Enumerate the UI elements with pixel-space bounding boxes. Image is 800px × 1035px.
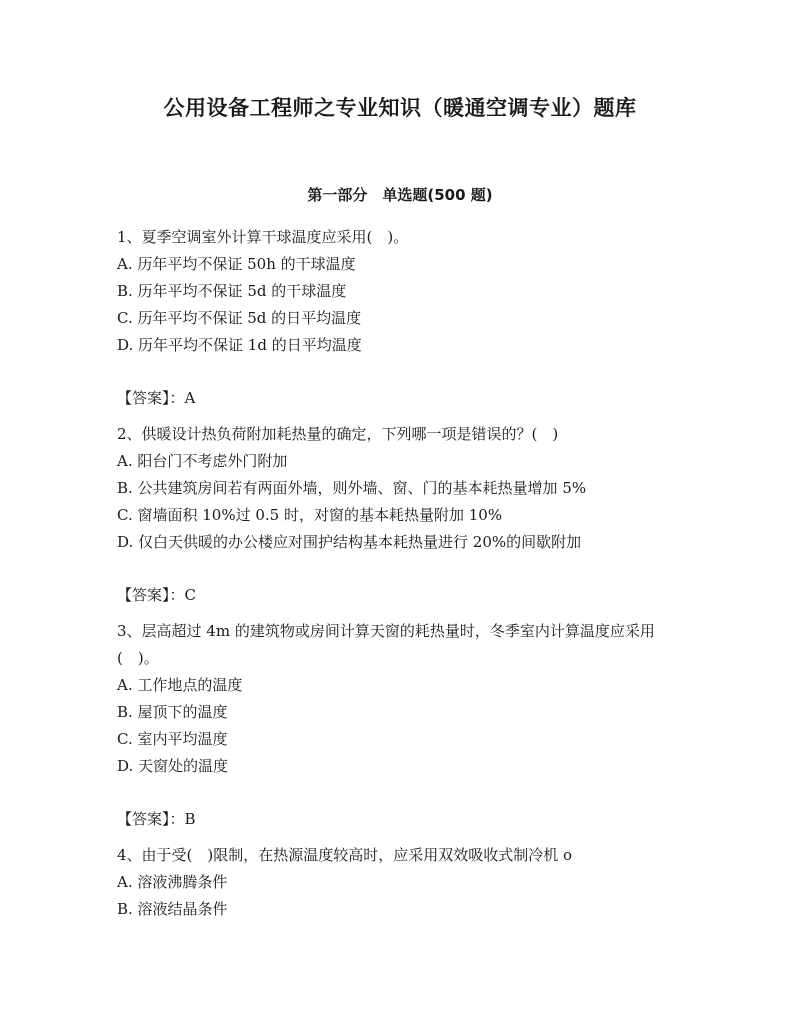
option-c: C. 历年平均不保证 5d 的日平均温度 xyxy=(117,309,362,327)
question-text: 2、供暖设计热负荷附加耗热量的确定，下列哪一项是错误的？( ) xyxy=(117,425,559,443)
answer-line xyxy=(117,385,692,412)
question-text: 3、层高超过 4m 的建筑物或房间计算天窗的耗热量时，冬季室内计算温度应采用( )。 xyxy=(117,622,655,667)
option-d: D. 仅白天供暖的办公楼应对围护结构基本耗热量进行 20%的间歇附加 xyxy=(117,533,582,551)
option-c: C. 窗墙面积 10%过 0.5 时，对窗的基本耗热量附加 10% xyxy=(117,506,503,524)
answer-label: 【答案】： xyxy=(117,810,185,828)
option-b: B. 公共建筑房间若有两面外墙，则外墙、窗、门的基本耗热量增加 5% xyxy=(117,479,587,497)
option-b: B. 溶液结晶条件 xyxy=(117,900,228,918)
page-title: 公用设备工程师之专业知识（暖通空调专业）题库 xyxy=(163,96,637,120)
option-a: A. 历年平均不保证 50h 的干球温度 xyxy=(117,255,356,273)
option-a: A. 阳台门不考虑外门附加 xyxy=(117,452,288,470)
answer-label: 【答案】： xyxy=(117,389,185,407)
answer-line xyxy=(117,806,692,833)
option-b: B. 历年平均不保证 5d 的干球温度 xyxy=(117,282,347,300)
question-list xyxy=(117,224,692,923)
answer-label: 【答案】： xyxy=(117,586,185,604)
answer-value: C xyxy=(184,586,196,604)
option-d: D. 历年平均不保证 1d 的日平均温度 xyxy=(117,336,362,354)
question-text: 1、夏季空调室外计算干球温度应采用( )。 xyxy=(117,228,409,246)
option-a: A. 溶液沸腾条件 xyxy=(117,873,228,891)
answer-line xyxy=(117,582,692,609)
option-a: A. 工作地点的温度 xyxy=(117,676,243,694)
question-text: 4、由于受( )限制，在热源温度较高时，应采用双效吸收式制冷机 o xyxy=(117,846,573,864)
option-b: B. 屋顶下的温度 xyxy=(117,703,228,721)
option-c: C. 室内平均温度 xyxy=(117,730,228,748)
option-d: D. 天窗处的温度 xyxy=(117,757,229,775)
answer-value: B xyxy=(184,810,196,828)
answer-value: A xyxy=(184,389,196,407)
section-heading: 第一部分 单选题(500 题) xyxy=(307,186,493,204)
